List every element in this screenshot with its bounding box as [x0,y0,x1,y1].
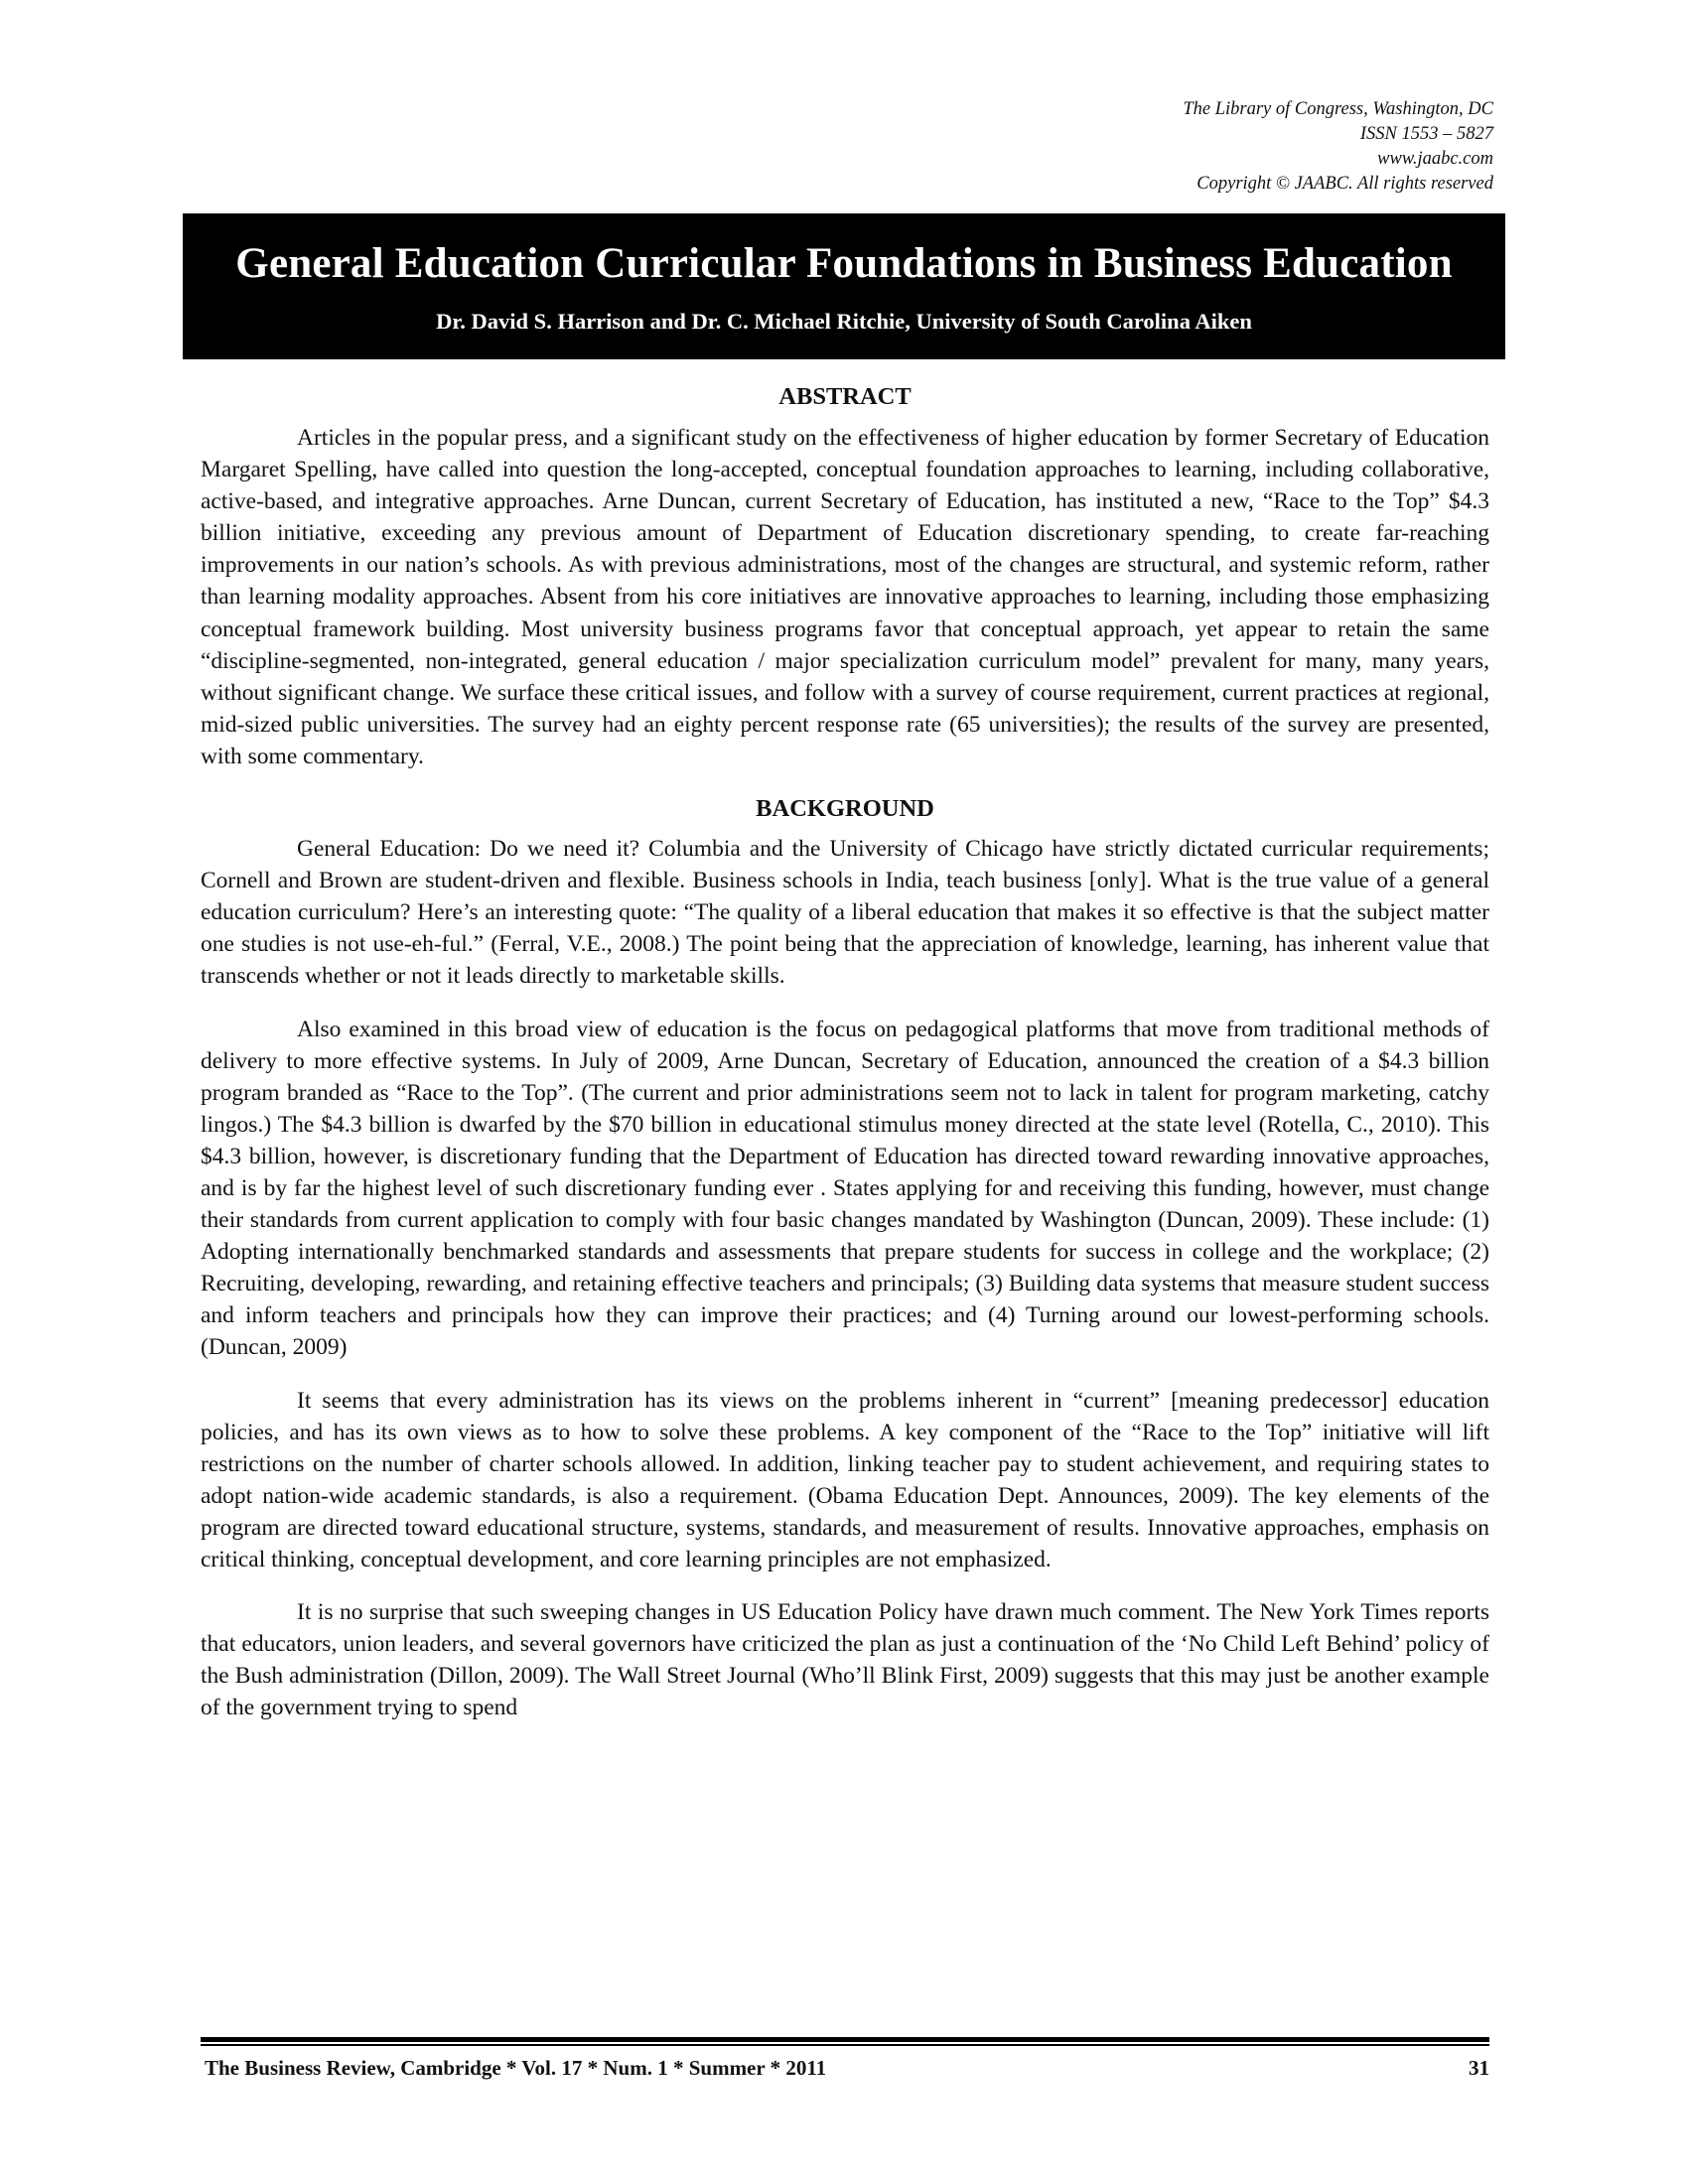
issn-line: ISSN 1553 – 5827 [1359,124,1493,144]
title-banner [183,213,1505,359]
publication-info [798,97,1493,197]
article-authors: Dr. David S. Harrison and Dr. C. Michael Ritchie, University of South Carolina Aiken [436,309,1252,334]
background-paragraph-4: It is no surprise that such sweeping changes in US Education Policy have drawn much comment. The New York Times reports that educators, union leaders, and several governors have criticized the plan as just a continuation of the ‘No Child Left Behind’ policy of the Bush administration (Dillon, 2009). The Wall Street Journal (Who’ll Blink First, 2009) suggests that this may just be another example of the government trying to spend [201,1599,1489,1721]
copyright-line: Copyright © JAABC. All rights reserved [1196,174,1493,194]
abstract-heading: ABSTRACT [778,383,912,410]
footer-rule-thick [201,2037,1489,2042]
background-paragraph-1: General Education: Do we need it? Columbia and the University of Chicago have strictly dictated curricular requirements; Cornell and Brown are student-driven and flexible. Business schools in India, teach business [only]. What is the true value of a general education curriculum? Here’s an interesting quote: “The quality of a liberal education that makes it so effective is that the subject matter one studies is not use-eh-ful.” (Ferral, V.E., 2008.) The point being that the appreciation of knowledge, learning, has inherent value that transcends whether or not it leads directly to marketable skills. [201,836,1489,990]
footer-divider [201,2037,1489,2046]
background-paragraph-3: It seems that every administration has its views on the problems inherent in “current” [meaning predecessor] education policies, and has its own views as to how to solve these problems. A key component of the “Race to the Top” initiative will lift restrictions on the number of charter schools allowed. In addition, linking teacher pay to student achievement, and requiring states to adopt nation-wide academic standards, is also a requirement. (Obama Education Dept. Announces, 2009). The key elements of the program are directed toward educational structure, systems, standards, and measurement of results. Innovative approaches, emphasis on critical thinking, conceptual development, and core learning principles are not emphasized. [201,1387,1489,1572]
footer-rule-thin [201,2044,1489,2046]
article-title: General Education Curricular Foundations in Business Education [235,240,1453,287]
abstract-paragraph: Articles in the popular press, and a significant study on the effectiveness of higher education by former Secretary of Education Margaret Spelling, have called into question the long-accepted, conceptual foundation approaches to learning, including collaborative, active-based, and integrative approaches. Arne Duncan, current Secretary of Education, has instituted a new, “Race to the Top” $4.3 billion initiative, exceeding any previous amount of Department of Education discretionary spending, to create far-reaching improvements in our nation’s schools. As with previous administrations, most of the changes are structural, and systemic reform, rather than learning modality approaches. Absent from his core initiatives are innovative approaches to learning, including those emphasizing conceptual framework building. Most university business programs favor that conceptual approach, yet appear to retain the same “discipline-segmented, non-integrated, general education / major specialization curriculum model” prevalent for many, many years, without significant change. We surface these critical issues, and follow with a survey of course requirement, current practices at regional, mid-sized public universities. The survey had an eighty percent response rate (65 universities); the results of the survey are presented, with some commentary. [201,425,1489,769]
article-body [201,381,1489,1723]
website-line: www.jaabc.com [1377,149,1493,169]
journal-citation: The Business Review, Cambridge * Vol. 17 * Num. 1 * Summer * 2011 [205,2056,827,2080]
background-paragraph-2: Also examined in this broad view of education is the focus on pedagogical platforms that move from traditional methods of delivery to more effective systems. In July of 2009, Arne Duncan, Secretary of Education, announced the creation of a $4.3 billion program branded as “Race to the Top”. (The current and prior administrations seem not to lack in talent for program marketing, catchy lingos.) The $4.3 billion is dwarfed by the $70 billion in educational stimulus money directed at the state level (Rotella, C., 2010). This $4.3 billion, however, is discretionary funding that the Department of Education has directed toward rewarding innovative approaches, and is by far the highest level of such discretionary funding ever . States applying for and receiving this funding, however, must change their standards from current application to comply with four basic changes mandated by Washington (Duncan, 2009). These include: (1) Adopting internationally benchmarked standards and assessments that prepare students for success in college and the workplace; (2) Recruiting, developing, rewarding, and retaining effective teachers and principals; (3) Building data systems that measure student success and inform teachers and principals how they can improve their practices; and (4) Turning around our lowest-performing schools. (Duncan, 2009) [201,1016,1489,1361]
publisher-line: The Library of Congress, Washington, DC [1183,99,1493,119]
background-heading: BACKGROUND [756,795,934,823]
page-number: 31 [1469,2056,1489,2080]
